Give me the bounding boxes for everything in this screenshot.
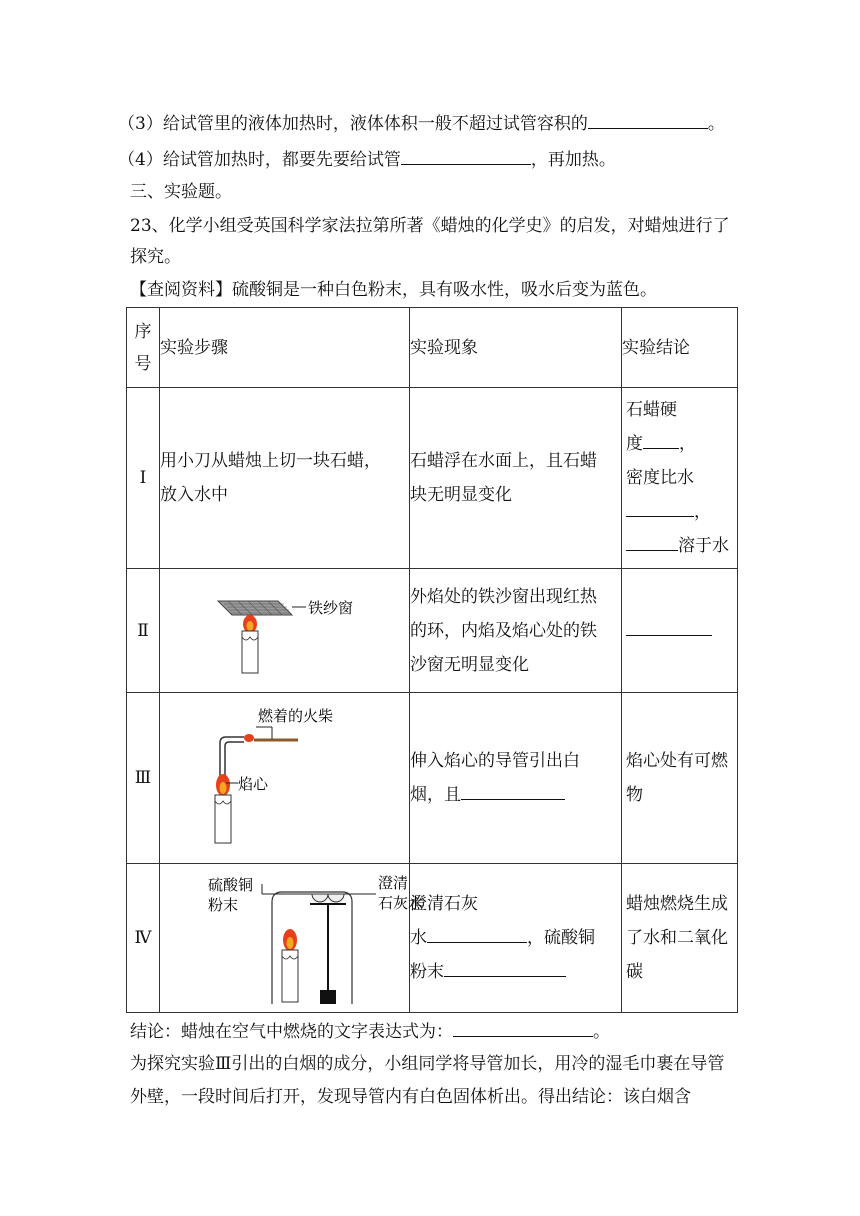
cuso4-dish-icon <box>312 894 328 902</box>
row-2-number: Ⅱ <box>127 569 160 693</box>
row-1-concl-line2b: ， <box>679 434 696 454</box>
header-number-line2: 号 <box>134 353 152 374</box>
row-3-phenomenon <box>410 693 622 864</box>
row-4-conclusion <box>622 864 738 1013</box>
row-4-concl-line1: 蜡烛燃烧生成 <box>626 894 728 914</box>
row-3-number: Ⅲ <box>127 693 160 864</box>
table-row <box>127 864 738 1013</box>
table-header-row <box>127 308 738 388</box>
beaker-figure <box>160 864 424 1012</box>
row-3-phen-line2-text: 烟，且 <box>410 785 461 805</box>
table-row <box>127 693 738 864</box>
question-3-end: 。 <box>707 114 725 134</box>
row-3-phen-line1: 伸入焰心的导管引出白 <box>410 751 580 771</box>
row-4-concl-line3: 碳 <box>626 962 643 982</box>
row-1-concl-line2 <box>626 427 737 461</box>
problem-line-1: 23、化学小组受英国科学家法拉第所著《蜡烛的化学史》的启发，对蜡烛进行了 <box>130 216 730 236</box>
row-1-phen-line2: 块无明显变化 <box>410 485 512 505</box>
row-4-phenomenon <box>410 864 622 1013</box>
row-1-concl-line4 <box>626 495 737 529</box>
row-4-phen-line1: 澄清石灰 <box>410 894 478 914</box>
row-3-concl-line1: 焰心处有可燃 <box>626 751 728 771</box>
problem-line-2: 探究。 <box>130 247 181 267</box>
row-2-phen-line3: 沙窗无明显变化 <box>410 654 529 675</box>
header-number <box>127 308 160 388</box>
row-1-concl-line5b: 溶于水 <box>678 536 729 556</box>
header-conclusion: 实验结论 <box>622 308 738 388</box>
row-2-conclusion <box>622 569 738 693</box>
question-3 <box>118 110 725 136</box>
row-3-phen-blank <box>461 781 565 800</box>
match-label: 燃着的火柴 <box>258 708 334 725</box>
header-number-line1: 序 <box>134 321 152 342</box>
row-1-step-line2: 放入水中 <box>160 485 228 505</box>
candle-icon <box>282 950 298 1002</box>
question-3-text: （3）给试管里的液体加热时，液体体积一般不超过试管容积的 <box>118 114 588 134</box>
row-4-phen-line2 <box>410 921 621 955</box>
paragraph-line-2: 为探究实验Ⅲ引出的白烟的成分，小组同学将导管加长，用冷的湿毛巾裹在导管 <box>130 1054 725 1074</box>
row-4-phen-line3a: 粉末 <box>410 962 444 982</box>
paragraph-line-3: 外壁，一段时间后打开，发现导管内有白色固体析出。得出结论：该白烟含 <box>130 1087 691 1107</box>
row-2-phen-line1: 外焰处的铁沙窗出现红热 <box>410 586 597 607</box>
row-4-number: Ⅳ <box>127 864 160 1013</box>
row-1-concl-line2a: 度 <box>626 434 643 454</box>
row-3-phen-line2 <box>410 778 621 812</box>
table-row <box>127 569 738 693</box>
row-1-conclusion <box>622 388 738 569</box>
limewater-label-1: 澄清 <box>378 875 409 892</box>
row-2-phenomenon <box>410 569 622 693</box>
row-3-concl-line2: 物 <box>626 785 643 805</box>
row-1-concl-line5 <box>626 529 737 563</box>
row-4-concl-line2: 了水和二氧化 <box>626 928 728 948</box>
question-3-blank <box>588 110 708 129</box>
limewater-label-2: 石灰水 <box>378 895 424 912</box>
conclusion-line <box>130 1018 610 1044</box>
row-2-conclusion-blank <box>626 617 712 636</box>
cuso4-label-1: 硫酸铜 <box>208 877 254 894</box>
reference-text: 【查阅资料】硫酸铜是一种白色粉末，具有吸水性，吸水后变为蓝色。 <box>130 280 657 300</box>
density-blank <box>626 498 694 517</box>
header-step: 实验步骤 <box>160 308 410 388</box>
question-4-end: ，再加热。 <box>530 150 616 170</box>
row-1-step <box>160 388 410 569</box>
conclusion-text: 结论：蜡烛在空气中燃烧的文字表达式为： <box>130 1022 453 1042</box>
row-1-phenomenon <box>410 388 622 569</box>
limewater-dish-icon <box>328 894 344 902</box>
limewater-blank <box>427 924 527 943</box>
conclusion-end: 。 <box>593 1022 610 1042</box>
experiment-table <box>126 307 738 1013</box>
header-phenomenon: 实验现象 <box>410 308 622 388</box>
conduit-figure <box>160 693 409 863</box>
question-4-blank <box>401 146 531 165</box>
row-2-step <box>160 569 410 693</box>
table-row <box>127 388 738 569</box>
wire-gauze-label: 铁纱窗 <box>308 600 354 617</box>
question-4 <box>118 146 616 172</box>
question-4-text: （4）给试管加热时，都要先要给试管 <box>118 150 401 170</box>
row-4-step <box>160 864 424 1013</box>
section-title: 三、实验题。 <box>130 182 232 202</box>
row-3-step <box>160 693 410 864</box>
row-1-step-line1: 用小刀从蜡烛上切一块石蜡， <box>160 451 381 471</box>
cuso4-blank <box>444 958 566 977</box>
row-1-number: Ⅰ <box>127 388 160 569</box>
candle-icon <box>215 795 231 843</box>
row-4-phen-line2a: 水 <box>410 928 427 948</box>
hardness-blank <box>643 430 679 449</box>
solubility-blank <box>626 532 678 551</box>
row-1-phen-line1: 石蜡浮在水面上，且石蜡 <box>410 451 597 471</box>
flame-core-label: 焰心 <box>238 776 269 793</box>
row-3-conclusion <box>622 693 738 864</box>
row-1-concl-line4b: ， <box>694 502 711 522</box>
row-4-phen-line3 <box>410 955 621 989</box>
row-1-concl-line3: 密度比水 <box>626 468 694 488</box>
wire-gauze-figure <box>160 569 409 692</box>
row-4-phen-line2b: ，硫酸铜 <box>527 928 595 948</box>
cuso4-label-2: 粉末 <box>208 897 239 914</box>
conclusion-blank <box>453 1018 593 1037</box>
row-1-concl-line1: 石蜡硬 <box>626 400 677 420</box>
row-2-phen-line2: 的环，内焰及焰心处的铁 <box>410 620 597 641</box>
